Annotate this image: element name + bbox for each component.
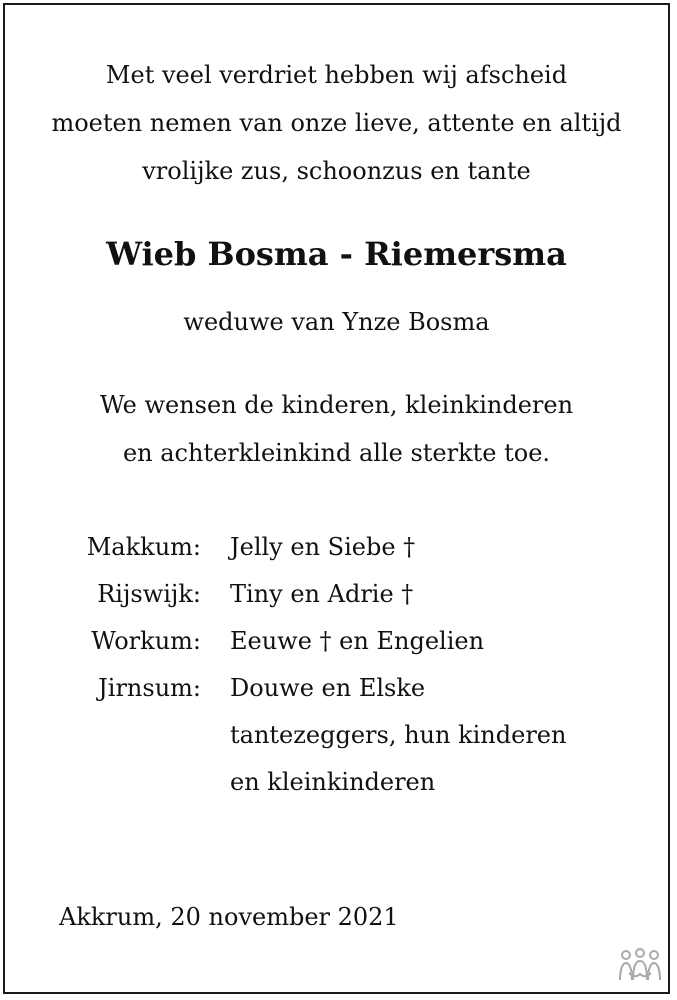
family-names: Jelly en Siebe † xyxy=(230,533,416,561)
subtitle: weduwe van Ynze Bosma xyxy=(183,308,490,336)
extra-line-2: en kleinkinderen xyxy=(230,768,436,796)
family-names: Eeuwe † en Engelien xyxy=(230,627,485,655)
date-line: Akkrum, 20 november 2021 xyxy=(59,903,399,931)
intro-line-1: Met veel verdriet hebben wij afscheid xyxy=(105,61,568,89)
family-names: Tiny en Adrie † xyxy=(230,580,414,608)
intro-line-3: vrolijke zus, schoonzus en tante xyxy=(142,157,531,185)
announcement-card xyxy=(3,3,670,994)
wishes-line-2: en achterkleinkind alle sterkte toe. xyxy=(122,439,551,467)
deceased-name: Wieb Bosma - Riemersma xyxy=(106,235,567,273)
family-people-icon xyxy=(617,946,663,984)
family-place: Makkum: xyxy=(86,533,201,561)
family-place: Workum: xyxy=(91,627,201,655)
family-place: Rijswijk: xyxy=(97,580,201,608)
extra-line-1: tantezeggers, hun kinderen xyxy=(230,721,567,749)
intro-line-2: moeten nemen van onze lieve, attente en altijd xyxy=(51,109,622,137)
wishes-line-1: We wensen de kinderen, kleinkinderen xyxy=(99,391,574,419)
family-names: Douwe en Elske xyxy=(230,674,426,702)
family-place: Jirnsum: xyxy=(98,674,201,702)
